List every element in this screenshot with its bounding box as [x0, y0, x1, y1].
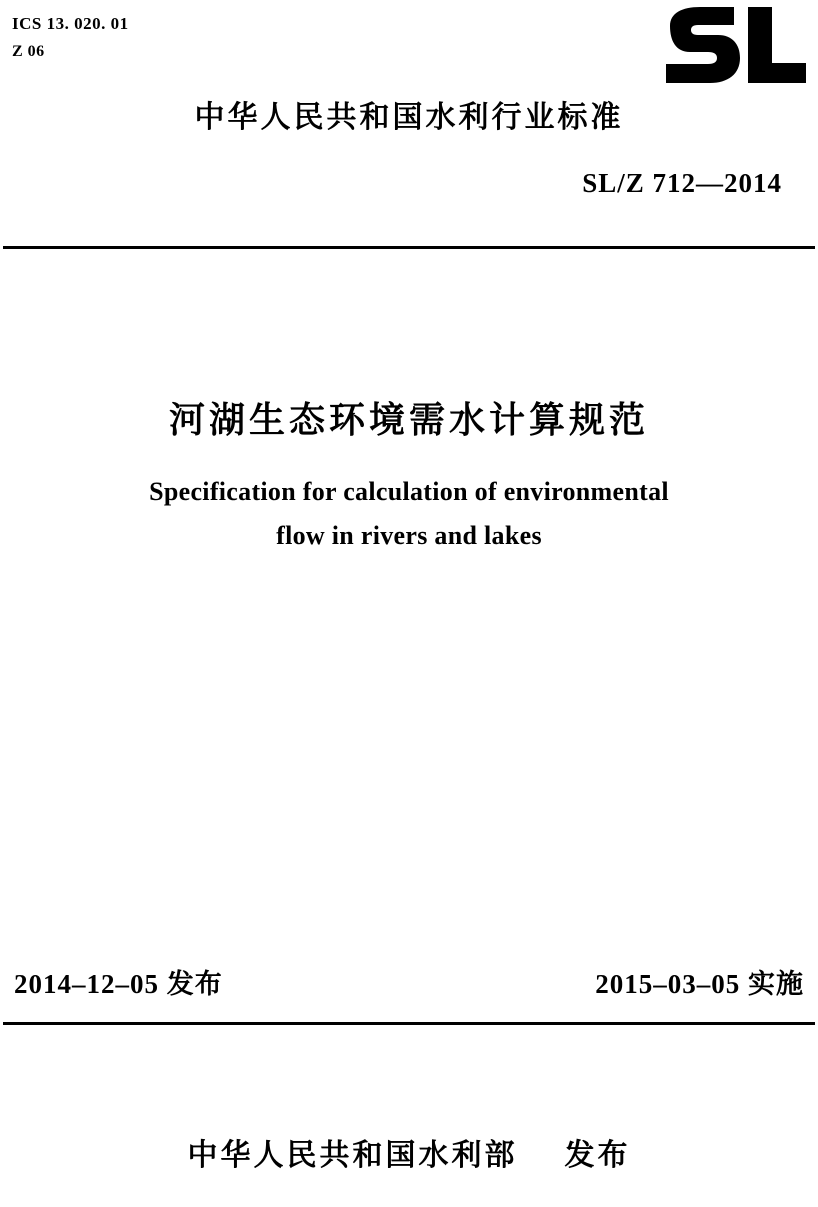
- divider-top: [3, 246, 815, 249]
- ics-metadata: [12, 10, 129, 66]
- divider-bottom: [3, 1022, 815, 1025]
- document-title-english-line1: Specification for calculation of environmental: [149, 477, 669, 506]
- sl-logo: [662, 6, 808, 84]
- publisher-line: [0, 1130, 818, 1174]
- page-title: 中华人民共和国水利行业标准: [194, 101, 624, 134]
- effective-date: 2015–03–05 实施: [595, 969, 804, 999]
- classification-code: Z 06: [12, 43, 45, 60]
- document-title-english: [90, 470, 728, 558]
- standard-number: SL/Z 712—2014: [582, 168, 782, 198]
- ics-code: ICS 13. 020. 01: [12, 14, 129, 33]
- publisher-name: 中华人民共和国水利部: [187, 1139, 518, 1172]
- publish-verb: 发布: [564, 1139, 631, 1172]
- document-title-chinese: 河湖生态环境需水计算规范: [168, 400, 649, 440]
- document-title-english-line2: flow in rivers and lakes: [276, 521, 542, 550]
- issue-date: 2014–12–05 发布: [14, 969, 223, 999]
